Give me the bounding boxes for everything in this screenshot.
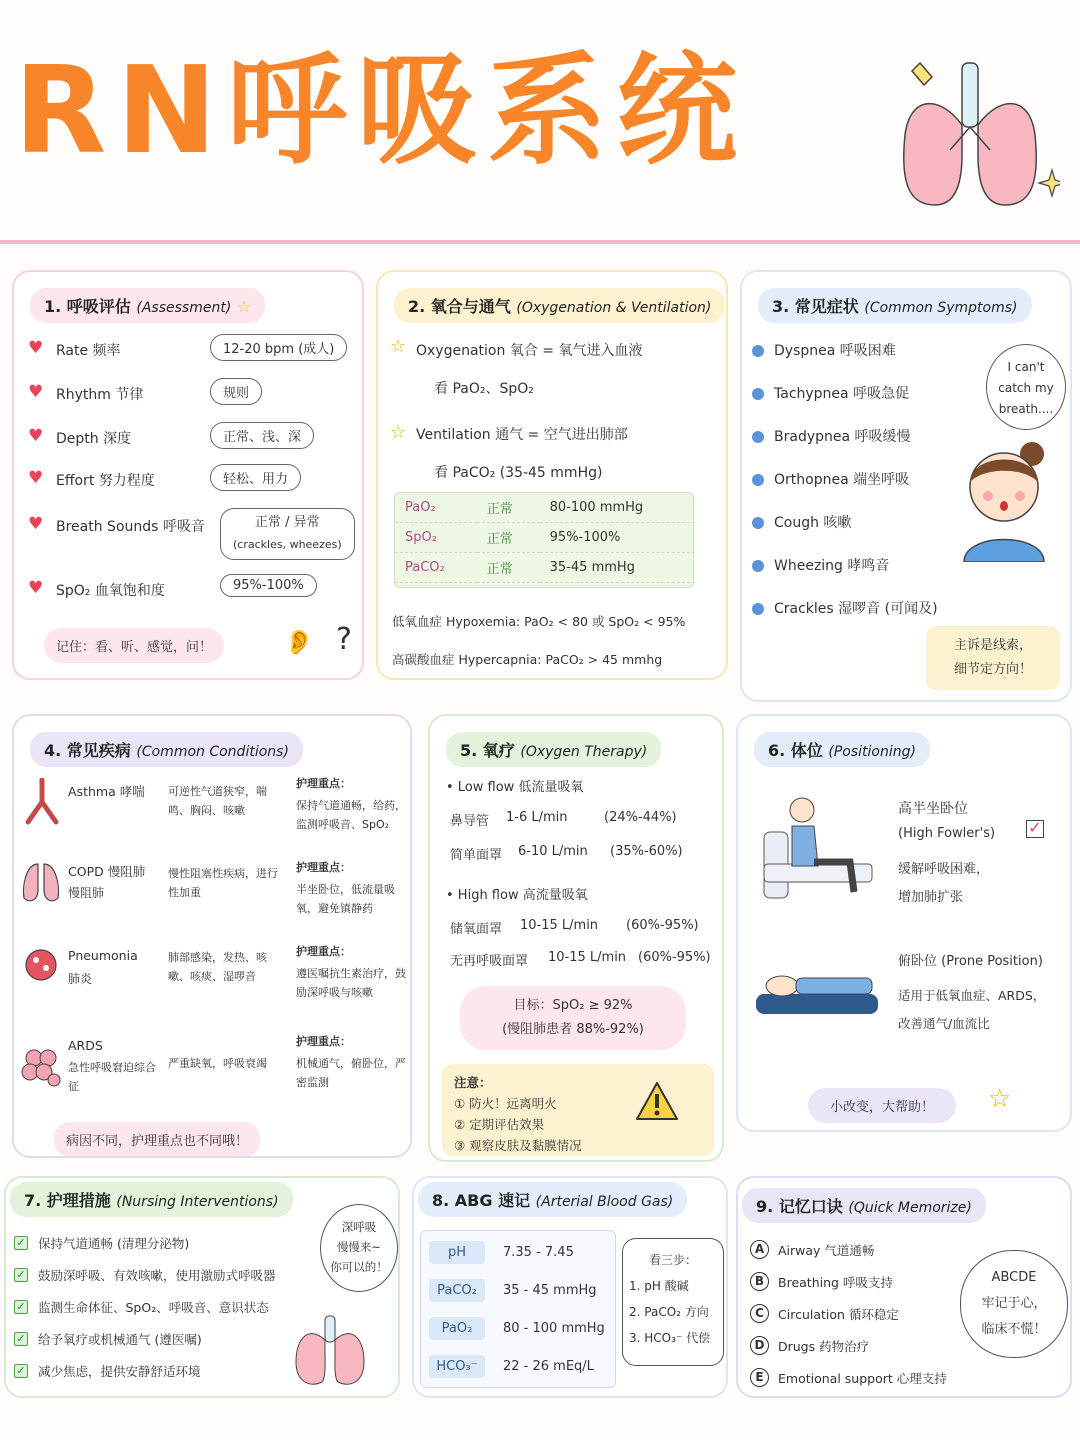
table-cell: PaCO₂ [395, 553, 477, 583]
assessment-value: 轻松、用力 [210, 464, 301, 491]
bubble-line: breath.... [998, 402, 1054, 416]
ventilation-monitor: 看 PaCO₂ (35-45 mmHg) [434, 465, 603, 481]
table-row [395, 553, 695, 583]
section-title: 5. 氧疗 [460, 741, 515, 760]
section-title-en: (Quick Memorize) [848, 1200, 972, 1216]
speech-bubble [320, 1204, 398, 1292]
bullet-icon [752, 517, 764, 529]
abg-heading [418, 1182, 687, 1217]
abg-range: 7.35 - 7.45 [503, 1245, 574, 1260]
device-fio2: (60%-95%) [638, 950, 711, 965]
assessment-label: SpO₂ 血氧饱和度 [56, 583, 165, 599]
table-cell: 35-45 mmHg [540, 553, 695, 583]
condition-name: Pneumonia [68, 948, 138, 963]
condition-name: Asthma 哮喘 [68, 784, 145, 799]
checkbox-icon: ✓ [14, 1332, 28, 1346]
symptoms-card [740, 270, 1072, 702]
condition-name: ARDS [68, 1038, 103, 1053]
letter-badge: E [750, 1368, 769, 1387]
table-row [421, 1275, 617, 1309]
mnemonic-item: Circulation 循环稳定 [778, 1307, 899, 1322]
device-flow: 6-10 L/min [518, 844, 588, 859]
checkbox-icon: ✓ [1026, 820, 1044, 838]
prone-desc: 适用于低氧血症、ARDS， [898, 988, 1046, 1003]
virus-icon [20, 944, 62, 986]
section-title-en: (Nursing Interventions) [116, 1194, 279, 1210]
care-points: 半坐卧位，低流量吸氧，避免镇静药 [296, 883, 395, 915]
condition-description: 慢性阻塞性疾病，进行性加重 [168, 867, 278, 899]
section-title: 3. 常见症状 [772, 297, 859, 316]
step-item: 3. HCO₃⁻ 代偿 [629, 1331, 711, 1345]
condition-description: 严重缺氧，呼吸衰竭 [168, 1057, 267, 1070]
step-item: 1. pH 酸碱 [629, 1279, 689, 1293]
steps-title: 看三步： [648, 1253, 697, 1267]
oxygenation-monitor: 看 PaO₂、SpO₂ [434, 381, 534, 397]
assessment-value: 95%-100% [220, 574, 317, 597]
mnemonic-item: Breathing 呼吸支持 [778, 1275, 893, 1290]
oxygen-therapy-heading [446, 732, 661, 767]
star-icon: ☆ [988, 1084, 1012, 1114]
care-points: 遵医嘱抗生素治疗，鼓励深呼吸与咳嗽 [296, 967, 406, 999]
bullet-icon [752, 345, 764, 357]
normal-values-table-wrap [394, 492, 694, 588]
page-title: RN呼吸系统 [14, 42, 747, 181]
abg-table-wrap [420, 1230, 616, 1388]
caution-item: ② 定期评估效果 [454, 1117, 545, 1132]
symptoms-heading [758, 288, 1032, 323]
interventions-card [4, 1176, 400, 1398]
letter-badge: B [750, 1272, 769, 1291]
abg-range: 80 - 100 mmHg [503, 1321, 605, 1336]
assessment-heading [30, 288, 265, 323]
section-title: 4. 常见疾病 [44, 741, 131, 760]
caution-item: ③ 观察皮肤及黏膜情况 [454, 1138, 582, 1153]
abg-param: HCO₃⁻ [429, 1355, 485, 1378]
oxygenation-card [376, 270, 728, 680]
speech-bubble [986, 344, 1066, 430]
section-title: 2. 氧合与通气 [408, 297, 511, 316]
bubble-line: ABCDE [991, 1270, 1037, 1285]
checkbox-icon: ✓ [14, 1236, 28, 1250]
symptom-item: Cough 咳嗽 [774, 515, 852, 531]
condition-description: 肺部感染，发热、咳嗽、咳痰、湿啰音 [168, 951, 267, 983]
symptom-item: Tachypnea 呼吸急促 [774, 386, 910, 402]
section-title: 9. 记忆口诀 [756, 1197, 843, 1216]
question-icon: ? [336, 622, 352, 657]
device-name: 鼻导管 [450, 814, 490, 829]
assessment-label: Rhythm 节律 [56, 387, 144, 403]
high-fowler-desc: 增加肺扩张 [898, 890, 964, 905]
note-line: 主诉是线索， [953, 638, 1032, 653]
bullet-icon [752, 474, 764, 486]
hypoxemia-criteria: 低氧血症 Hypoxemia: PaO₂ < 80 或 SpO₂ < 95% [392, 614, 686, 629]
caution-item: ① 防火！远离明火 [454, 1096, 557, 1111]
assessment-footer: 记住：看、听、感觉，问！ [44, 628, 224, 663]
lungs-icon [20, 856, 62, 906]
mnemonic-item: Drugs 药物治疗 [778, 1339, 870, 1354]
hypercapnia-criteria: 高碳酸血症 Hypercapnia: PaCO₂ > 45 mmhg [392, 652, 663, 667]
letter-badge: C [750, 1304, 769, 1323]
patient-illustration [944, 432, 1064, 562]
breath-sounds-examples: (crackles, wheezes) [233, 538, 342, 551]
high-fowler-title: 高半坐卧位 [898, 801, 968, 817]
table-cell: 正常 [477, 523, 540, 553]
section-title-en: (Oxygenation & Ventilation) [516, 300, 712, 316]
bubble-line: 深呼吸 [341, 1220, 377, 1234]
step-item: 2. PaCO₂ 方向 [629, 1305, 709, 1319]
star-icon: ☆ [236, 297, 252, 316]
table-cell: 80-100 mmHg [540, 493, 695, 523]
abg-range: 35 - 45 mmHg [503, 1283, 597, 1298]
intervention-item: 监测生命体征、SpO₂、呼吸音、意识状态 [38, 1300, 269, 1315]
symptom-item: Wheezing 哮鸣音 [774, 558, 890, 574]
oxygen-therapy-card [428, 714, 724, 1162]
device-flow: 10-15 L/min [548, 950, 627, 965]
table-cell: 95%-100% [540, 523, 695, 553]
bullet-icon [752, 560, 764, 572]
assessment-value: 12-20 bpm (成人) [210, 334, 347, 361]
table-cell: PaO₂ [395, 493, 477, 523]
goal-line: 目标：SpO₂ ≥ 92% [513, 998, 633, 1013]
assessment-label: Rate 频率 [56, 343, 121, 359]
device-name: 简单面罩 [450, 848, 503, 863]
table-row [421, 1351, 617, 1385]
care-title: 护理重点： [296, 945, 351, 958]
checkbox-icon: ✓ [14, 1268, 28, 1282]
assessment-value: 正常、浅、深 [210, 422, 314, 449]
normal-values-table [395, 493, 695, 583]
care-title: 护理重点： [296, 1035, 351, 1048]
positioning-card [736, 714, 1072, 1132]
checkbox-icon: ✓ [14, 1300, 28, 1314]
mnemonic-heading [742, 1188, 986, 1223]
note-line: 细节定方向！ [953, 662, 1032, 677]
assessment-value [220, 508, 355, 560]
breath-sounds-value: 正常 / 异常 [254, 515, 320, 530]
bullet-icon [752, 431, 764, 443]
care-points: 保持气道通畅，给药，监测呼吸音、SpO₂ [296, 799, 406, 831]
conditions-footer: 病因不同，护理重点也不同哦！ [54, 1122, 260, 1157]
intervention-item: 减少焦虑，提供安静舒适环境 [38, 1364, 201, 1379]
assessment-label: Depth 深度 [56, 431, 132, 447]
heart-icon: ♥ [28, 578, 44, 598]
high-fowler-desc: 缓解呼吸困难， [898, 862, 990, 877]
section-title-en: (Oxygen Therapy) [520, 744, 648, 760]
intervention-item: 给予氧疗或机械通气 (遵医嘱) [38, 1332, 202, 1347]
condition-name-cn: 急性呼吸窘迫综合征 [68, 1061, 156, 1093]
section-title-en: (Arterial Blood Gas) [535, 1194, 674, 1210]
mnemonic-bubble [960, 1250, 1068, 1358]
condition-name-cn: 肺炎 [68, 972, 93, 986]
table-cell: SpO₂ [395, 523, 477, 553]
star-icon: ☆ [390, 422, 407, 443]
section-title-en: (Common Symptoms) [864, 300, 1018, 316]
mnemonic-item: Airway 气道通畅 [778, 1243, 875, 1258]
high-fowler-illustration [758, 792, 878, 902]
table-row [395, 523, 695, 553]
abg-range: 22 - 26 mEq/L [503, 1359, 594, 1374]
device-name: 储氧面罩 [450, 922, 503, 937]
table-cell: 正常 [477, 493, 540, 523]
alveoli-icon [20, 1040, 62, 1090]
ear-icon: 👂 [284, 628, 314, 656]
oxygenation-definition: Oxygenation 氧合 = 氧气进入血液 [416, 343, 643, 359]
high-fowler-en: (High Fowler's) [898, 826, 996, 841]
ventilation-definition: Ventilation 通气 = 空气进出肺部 [416, 427, 628, 443]
section-title: 1. 呼吸评估 [44, 297, 131, 316]
assessment-label: Effort 努力程度 [56, 473, 155, 489]
positioning-footer: 小改变，大帮助！ [808, 1088, 956, 1123]
bubble-line: I can't [1007, 360, 1045, 374]
table-cell: 正常 [477, 553, 540, 583]
caution-title: 注意： [454, 1075, 492, 1090]
care-title: 护理重点： [296, 777, 351, 790]
checkbox-icon: ✓ [14, 1364, 28, 1378]
abg-param: PaCO₂ [429, 1279, 485, 1302]
symptom-item: Bradypnea 呼吸缓慢 [774, 429, 911, 445]
device-fio2: (35%-60%) [610, 844, 683, 859]
care-title: 护理重点： [296, 861, 351, 874]
device-flow: 1-6 L/min [506, 810, 568, 825]
section-title-en: (Common Conditions) [136, 744, 289, 760]
mnemonic-card [736, 1176, 1072, 1398]
symptom-item: Orthopnea 端坐呼吸 [774, 472, 910, 488]
table-row [421, 1313, 617, 1347]
conditions-card [12, 714, 412, 1158]
assessment-value: 规则 [210, 378, 262, 405]
heart-icon: ♥ [28, 468, 44, 488]
abg-steps [622, 1238, 724, 1366]
positioning-heading [754, 732, 930, 767]
table-row [395, 493, 695, 523]
care-points: 机械通气，俯卧位，严密监测 [296, 1057, 406, 1089]
abg-card [412, 1176, 728, 1398]
warning-icon [634, 1080, 680, 1122]
heart-icon: ♥ [28, 514, 44, 534]
bubble-line: 你可以的！ [330, 1260, 388, 1274]
section-title-en: (Assessment) [136, 300, 232, 316]
heart-icon: ♥ [28, 338, 44, 358]
section-title: 7. 护理措施 [24, 1191, 111, 1210]
device-fio2: (60%-95%) [626, 918, 699, 933]
device-name: 无再呼吸面罩 [450, 954, 529, 969]
prone-illustration [752, 950, 882, 1020]
intervention-item: 保持气道通畅 (清理分泌物) [38, 1236, 190, 1251]
title-divider [0, 240, 1080, 244]
section-title: 8. ABG 速记 [432, 1191, 531, 1210]
heart-icon: ♥ [28, 382, 44, 402]
symptom-item: Crackles 湿啰音 (可闻及) [774, 601, 938, 617]
oxygen-goal [460, 986, 686, 1050]
bubble-line: 牢记于心， [981, 1296, 1047, 1311]
goal-line: (慢阻肺患者 88%-92%) [502, 1022, 644, 1037]
interventions-heading [10, 1182, 293, 1217]
letter-badge: A [750, 1240, 769, 1259]
abg-param: PaO₂ [429, 1317, 485, 1340]
prone-desc: 改善通气/血流比 [898, 1016, 990, 1031]
prone-title: 俯卧位 (Prone Position) [898, 954, 1043, 969]
assessment-card [12, 270, 364, 680]
section-title-en: (Positioning) [828, 744, 916, 760]
table-row [421, 1237, 617, 1271]
letter-badge: D [750, 1336, 769, 1355]
assessment-label: Breath Sounds 呼吸音 [56, 519, 205, 535]
bubble-line: 临床不慌！ [981, 1322, 1047, 1337]
mnemonic-item: Emotional support 心理支持 [778, 1371, 947, 1386]
condition-name: COPD 慢阻肺 [68, 864, 146, 879]
device-flow: 10-15 L/min [520, 918, 599, 933]
lungs-icon [292, 1312, 368, 1392]
symptom-item: Dyspnea 呼吸困难 [774, 343, 896, 359]
intervention-item: 鼓励深呼吸、有效咳嗽，使用激励式呼吸器 [38, 1268, 276, 1283]
bubble-line: catch my [998, 381, 1054, 395]
heart-icon: ♥ [28, 426, 44, 446]
bubble-line: 慢慢来~ [336, 1240, 382, 1254]
section-title: 6. 体位 [768, 741, 823, 760]
condition-description: 可逆性气道狭窄，喘鸣、胸闷、咳嗽 [168, 785, 267, 817]
bullet-icon [752, 388, 764, 400]
high-flow-title: • High flow 高流量吸氧 [446, 888, 588, 903]
abg-param: pH [429, 1241, 485, 1264]
lungs-illustration [880, 55, 1060, 220]
symptoms-note [926, 626, 1060, 690]
star-icon: ☆ [390, 336, 407, 357]
bullet-icon [752, 603, 764, 615]
device-fio2: (24%-44%) [604, 810, 677, 825]
condition-name-cn: 慢阻肺 [68, 886, 105, 900]
airway-icon [22, 778, 62, 828]
low-flow-title: • Low flow 低流量吸氧 [446, 780, 584, 795]
conditions-heading [30, 732, 303, 767]
oxygenation-heading [394, 288, 725, 323]
